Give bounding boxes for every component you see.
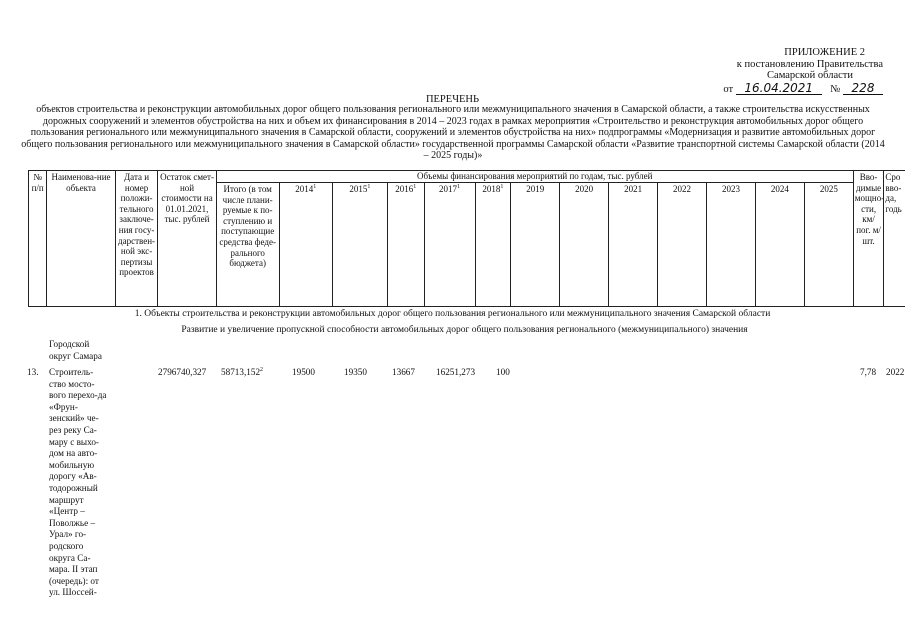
col-year-2018 xyxy=(475,183,511,307)
row-term: 2022 xyxy=(886,367,905,377)
year-label: 2024 xyxy=(770,184,789,194)
col-object-name: Наименова-ние объекта xyxy=(47,171,115,307)
col-year-2014 xyxy=(279,183,332,307)
appendix-header xyxy=(723,47,883,95)
year-label: 2022 xyxy=(673,184,691,194)
year-label: 2016 xyxy=(395,184,414,194)
row-2017: 16251,273 xyxy=(436,367,476,377)
year-label: 2015 xyxy=(349,184,368,194)
year-label: 2020 xyxy=(575,184,594,194)
col-commission-term: Сро вво-да, годь xyxy=(884,171,905,307)
col-capacity: Вво-димые мощно-сти, км/ пог. м/шт. xyxy=(853,171,884,307)
row-object-name: Строитель-ство мосто-вого перехо-да «Фрун-зенский» че-рез реку Са-мару с выхо-дом на авто-мобильную дорогу «Ав-тодорожный маршрут «Центр – Поволжье – Урал» го-родского округа Са-мара. II этап (очередь): от ул. Шоссей- xyxy=(49,367,107,598)
year-label: 2021 xyxy=(624,184,643,194)
row-2015: 19350 xyxy=(344,367,367,377)
col-total: Итого (в том числе плани-руемые к по-ступлению и поступающие средства феде-рального бюджета) xyxy=(216,183,279,307)
district-label: Городской округ Самара xyxy=(49,339,102,361)
col-funding-group: Объемы финансирования мероприятий по годам, тыс. рублей xyxy=(216,171,853,183)
col-remaining-cost: Остаток смет-ной стоимости на 01.01.2021, тыс. рублей xyxy=(158,171,216,307)
year-label: 2018 xyxy=(482,184,501,194)
col-expertise-date: Дата и номер положи-тельного заключе-ния госу-дарствен-ной экс-пертизы проектов xyxy=(115,171,158,307)
col-year-2024 xyxy=(755,183,804,307)
year-label: 2014 xyxy=(295,184,314,194)
col-year-2019 xyxy=(511,183,560,307)
col-year-2021 xyxy=(609,183,658,307)
row-2014: 19500 xyxy=(292,367,315,377)
col-year-2020 xyxy=(560,183,609,307)
document-title: ПЕРЕЧЕНЬ xyxy=(425,94,480,105)
appendix-line2: Самарской области xyxy=(767,70,853,81)
row-total-value: 58713,152 xyxy=(221,367,261,377)
row-total xyxy=(221,367,263,379)
row-2018: 100 xyxy=(496,367,510,377)
number-label: № xyxy=(830,83,841,95)
col-year-2023 xyxy=(706,183,755,307)
year-label: 2019 xyxy=(526,184,545,194)
year-footnote: 1 xyxy=(313,184,317,190)
col-number: № п/п xyxy=(29,171,47,307)
section-subheading: Развитие и увеличение пропускной способности автомобильных дорог общего пользования регионального (межмуниципального) значения xyxy=(181,325,748,335)
col-year-2025 xyxy=(804,183,853,307)
col-year-2017 xyxy=(424,183,475,307)
row-remaining-cost: 2796740,327 xyxy=(158,367,207,377)
section-1-heading: 1. Объекты строительства и реконструкции автомобильных дорог общего пользования регионального или межмуниципального значения Самарской области xyxy=(134,309,771,319)
col-year-2022 xyxy=(658,183,707,307)
document-description: объектов строительства и реконструкции автомобильных дорог общего пользования регионального или межмуниципального значения в Самарской области, а также строительства искусственных дорожных сооружений и элементов обустройства на них и объем их финансирования в 2014 – 2023 годах в рамках мероприятия «Строительство и реконструкция автомобильных дорог общего пользования регионального или межмуниципального значения в Самарской области, сооружений и элементов обустройства на них» подпрограммы «Модернизация и развитие автомобильных дорог общего пользования регионального или межмуниципального значения в Самарской области» государственной программы Самарской области «Развитие транспортной системы Самарской области (2014 – 2025 годы)» xyxy=(21,104,885,162)
appendix-line1: к постановлению Правительства xyxy=(736,58,883,70)
year-label: 2023 xyxy=(721,184,740,194)
year-footnote: 1 xyxy=(413,184,417,190)
funding-table xyxy=(28,170,905,307)
handwritten-number: 228 xyxy=(843,83,883,96)
row-total-footnote: 2 xyxy=(260,366,264,373)
year-label: 2025 xyxy=(819,184,838,194)
col-year-2016 xyxy=(387,183,424,307)
from-label: от xyxy=(723,83,734,95)
col-year-2015 xyxy=(332,183,387,307)
appendix-title: ПРИЛОЖЕНИЕ 2 xyxy=(784,47,865,58)
handwritten-date: 16.04.2021 xyxy=(736,83,822,96)
year-footnote: 1 xyxy=(367,184,371,190)
row-capacity: 7,78 xyxy=(860,367,877,377)
row-2016: 13667 xyxy=(392,367,415,377)
year-footnote: 1 xyxy=(500,184,504,190)
row-number: 13. xyxy=(27,367,39,377)
year-label: 2017 xyxy=(439,184,458,194)
year-footnote: 1 xyxy=(457,184,461,190)
